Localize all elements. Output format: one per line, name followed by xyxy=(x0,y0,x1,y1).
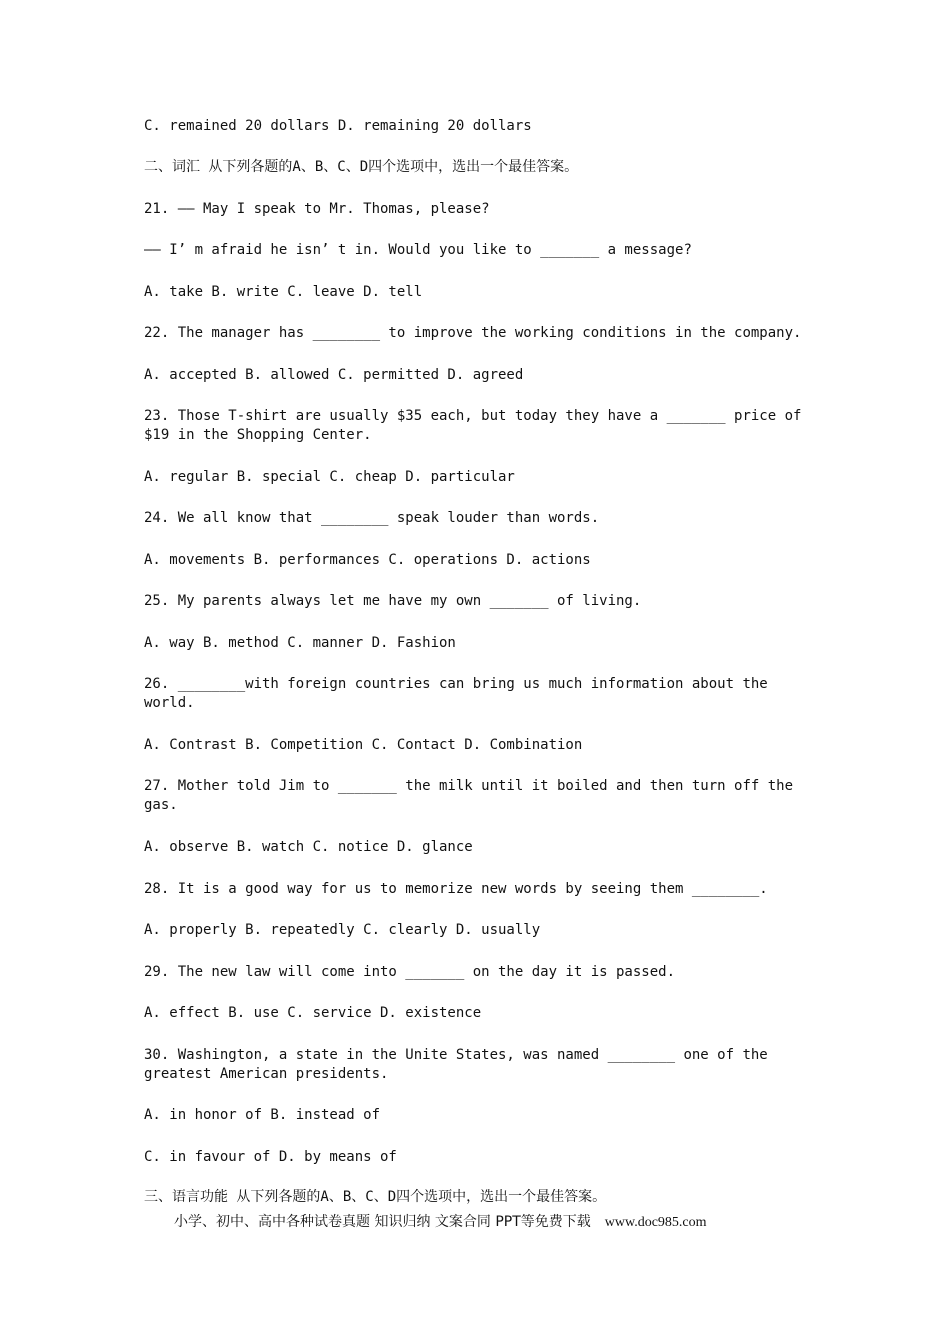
question-30: 30. Washington, a state in the Unite States, was named ________ one of the greatest American presidents. xyxy=(144,1047,777,1082)
question-21: 21. —— May I speak to Mr. Thomas, please? xyxy=(144,201,490,217)
section-heading-vocabulary: 二、词汇 从下列各题的A、B、C、D四个选项中，选出一个最佳答案。 xyxy=(144,159,579,175)
options-28: A. properly B. repeatedly C. clearly D. usually xyxy=(144,922,541,938)
footer-site-link[interactable]: www.doc985.com xyxy=(604,1215,707,1230)
footer-text: 小学、初中、高中各种试卷真题 知识归纳 文案合同 PPT等免费下载 xyxy=(174,1214,591,1230)
question-28: 28. It is a good way for us to memorize new words by seeing them ________. xyxy=(144,881,768,897)
footer-banner xyxy=(174,1212,874,1233)
options-23: A. regular B. special C. cheap D. particular xyxy=(144,469,515,485)
question-22: 22. The manager has ________ to improve the working conditions in the company. xyxy=(144,325,802,341)
options-21: A. take B. write C. leave D. tell xyxy=(144,284,423,300)
options-22: A. accepted B. allowed C. permitted D. agreed xyxy=(144,367,524,383)
options-30b: C. in favour of D. by means of xyxy=(144,1149,397,1165)
question-26: 26. ________with foreign countries can bring us much information about the world. xyxy=(144,676,777,711)
question-23: 23. Those T-shirt are usually $35 each, but today they have a _______ price of $19 in the Shopping Center. xyxy=(144,408,810,443)
question-24: 24. We all know that ________ speak louder than words. xyxy=(144,510,600,526)
options-27: A. observe B. watch C. notice D. glance xyxy=(144,839,473,855)
question-25: 25. My parents always let me have my own _______ of living. xyxy=(144,593,642,609)
options-26: A. Contrast B. Competition C. Contact D. Combination xyxy=(144,737,583,753)
option-line-q20b: C. remained 20 dollars D. remaining 20 dollars xyxy=(144,118,532,134)
options-29: A. effect B. use C. service D. existence xyxy=(144,1005,482,1021)
options-24: A. movements B. performances C. operations D. actions xyxy=(144,552,591,568)
options-25: A. way B. method C. manner D. Fashion xyxy=(144,635,456,651)
section-heading-language-function: 三、语言功能 从下列各题的A、B、C、D四个选项中，选出一个最佳答案。 xyxy=(144,1189,607,1205)
question-27: 27. Mother told Jim to _______ the milk until it boiled and then turn off the gas. xyxy=(144,778,802,813)
question-29: 29. The new law will come into _______ on the day it is passed. xyxy=(144,964,676,980)
question-21-reply: —— I’ m afraid he isn’ t in. Would you like to _______ a message? xyxy=(144,242,692,258)
options-30a: A. in honor of B. instead of xyxy=(144,1107,381,1123)
